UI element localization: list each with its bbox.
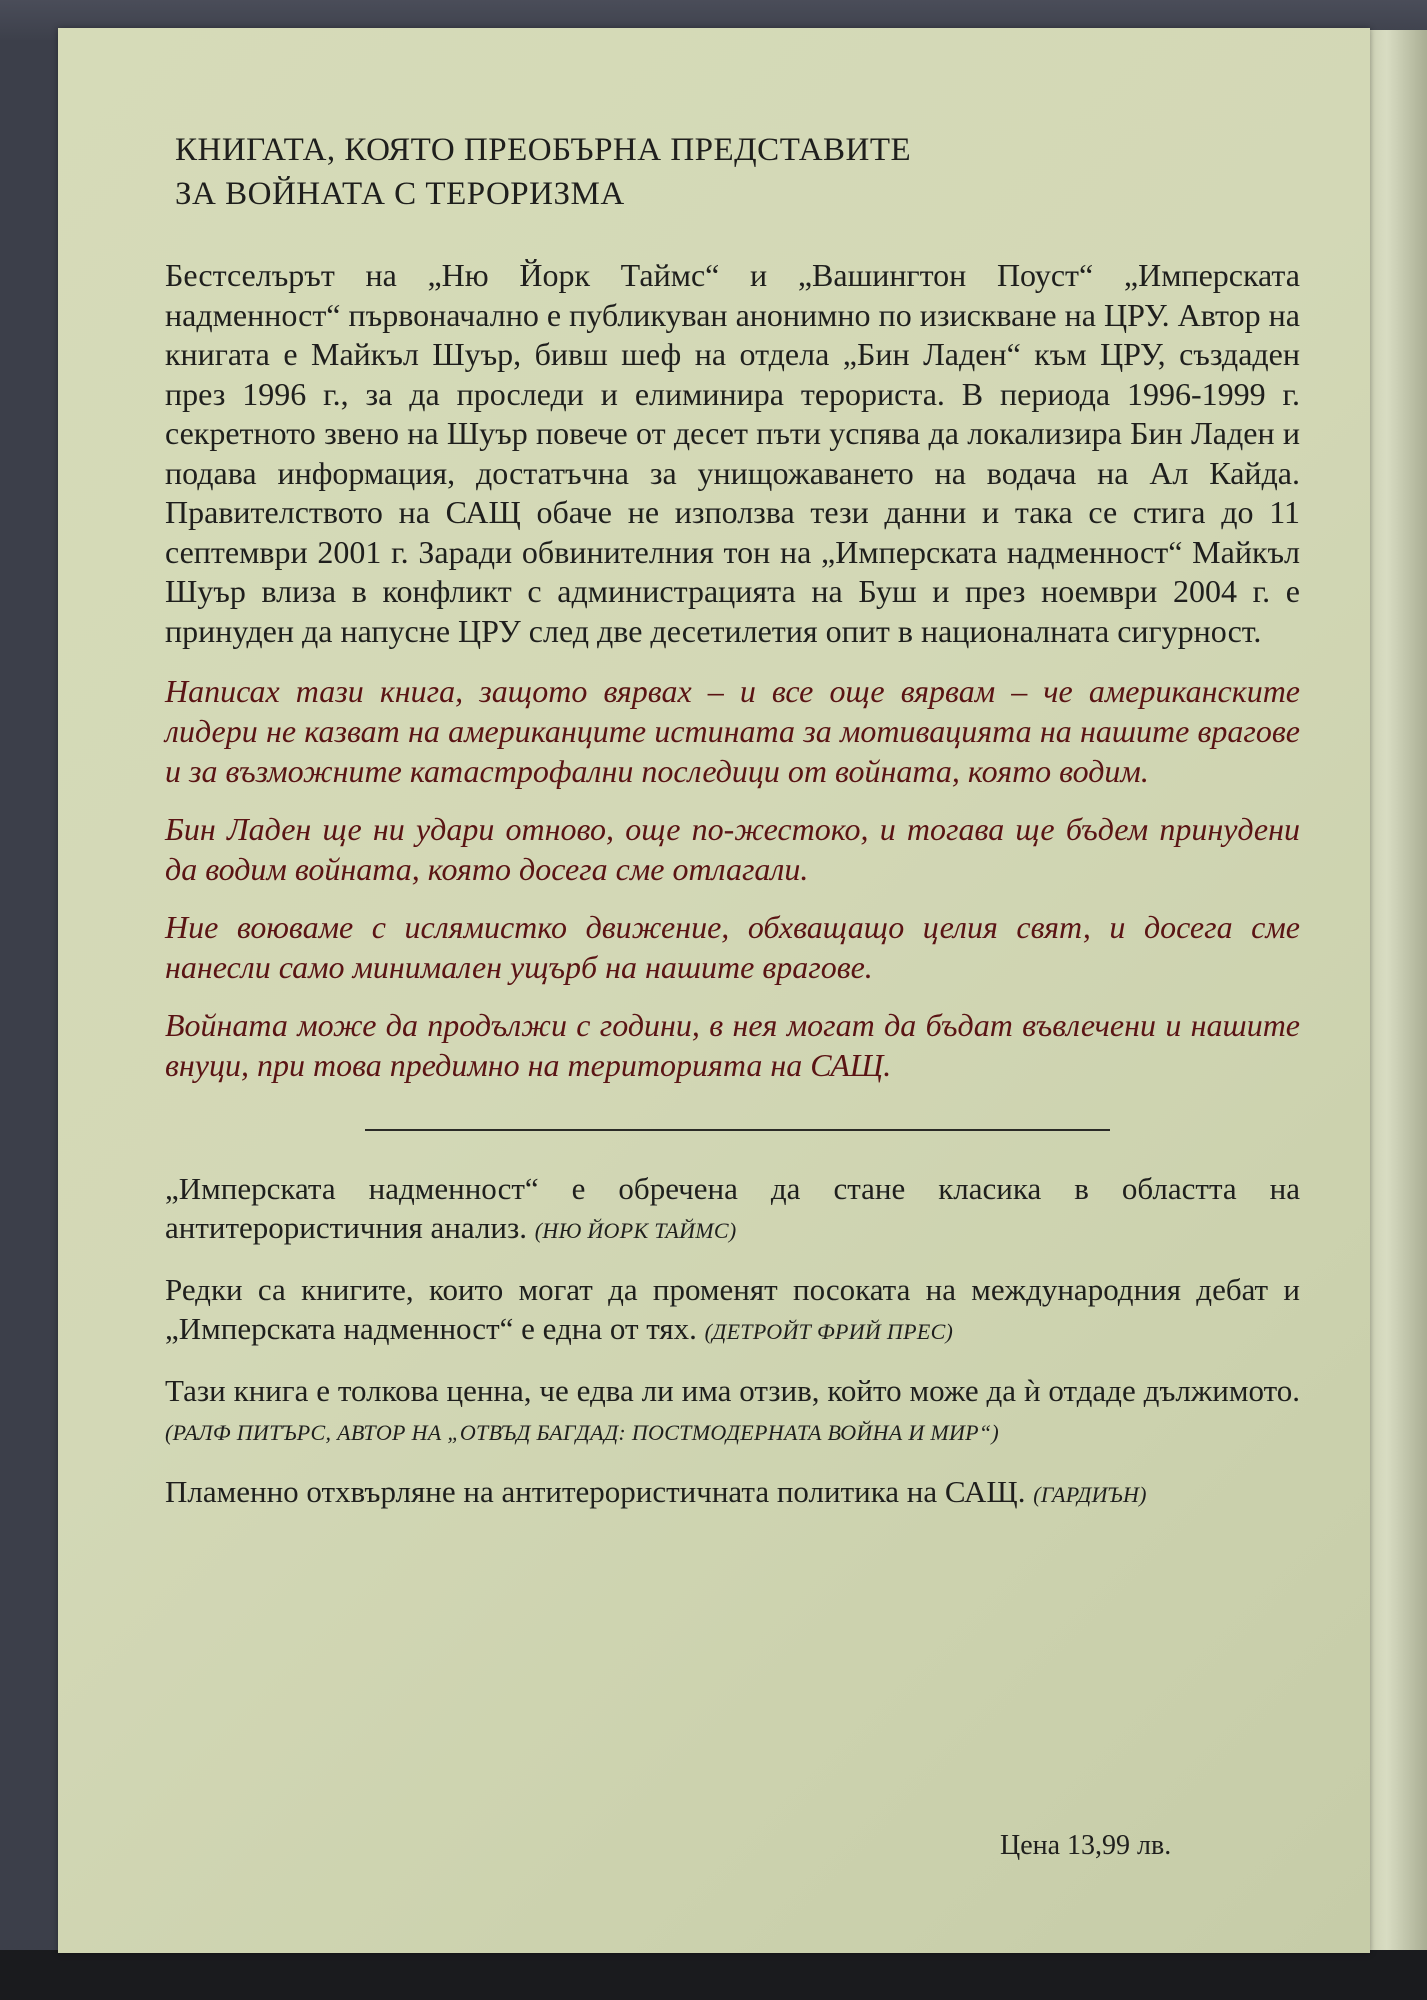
headline <box>175 128 1075 216</box>
background-bottom <box>0 1950 1427 2000</box>
review-3 <box>165 1371 1300 1452</box>
headline-line-1: КНИГАТА, КОЯТО ПРЕОБЪРНА ПРЕДСТАВИТЕ <box>175 132 912 168</box>
review-4 <box>165 1472 1300 1514</box>
book-spine <box>1360 30 1427 1960</box>
blurb-paragraph: Бестселърът на „Ню Йорк Таймс“ и „Вашингтон Поуст“ „Имперската надменност“ първоначално е публикуван анонимно по изискване на ЦРУ. Автор на книгата е Майкъл Шуър, бивш шеф на отдела „Бин Ладен“ към ЦРУ, създаден през 1996 г., за да проследи и елиминира терориста. В периода 1996-1999 г. секретното звено на Шуър повече от десет пъти успява да локализира Бин Ладен и подава информация, достатъчна за унищожаването на водача на Ал Кайда. Правителството на САЩ обаче не използва тези данни и така се стига до 11 септември 2001 г. Заради обвинителния тон на „Имперската надменност“ Майкъл Шуър влиза в конфликт с администрацията на Буш и през ноември 2004 г. е принуден да напусне ЦРУ след две десетилетия опит в националната сигурност. <box>165 257 1300 649</box>
divider-line <box>365 1129 1110 1131</box>
review-source: (РАЛФ ПИТЪРС, АВТОР НА „ОТВЪД БАГДАД: ПОСТМОДЕРНАТА ВОЙНА И МИР“) <box>165 1420 1000 1445</box>
cover-content <box>165 128 1300 1534</box>
author-quote-3: Ние воюваме с ислямистко движение, обхващащо целия свят, и досега сме нанесли само минимален ущърб на нашите врагове. <box>165 909 1300 985</box>
author-quote-2: Бин Ладен ще ни удари отново, още по-жестоко, и тогава ще бъдем принудени да водим войната, която досега сме отлагали. <box>165 811 1300 887</box>
author-quote-4: Войната може да продължи с години, в нея могат да бъдат въвлечени и нашите внуци, при това предимно на територията на САЩ. <box>165 1007 1300 1083</box>
review-source: (ГАРДИЪН) <box>1033 1482 1147 1507</box>
review-source: (НЮ ЙОРК ТАЙМС) <box>534 1218 737 1243</box>
review-2 <box>165 1270 1300 1351</box>
review-1 <box>165 1169 1300 1250</box>
author-quote-1: Написах тази книга, защото вярвах – и все още вярвам – че американските лидери не казват на американците истината за мотивацията на нашите врагове и за възможните катастрофални последици от войната, която водим. <box>165 673 1300 789</box>
review-text: Пламенно отхвърляне на антитерористичната политика на САЩ. <box>165 1474 1026 1509</box>
review-source: (ДЕТРОЙТ ФРИЙ ПРЕС) <box>704 1319 954 1344</box>
headline-line-2: ЗА ВОЙНАТА С ТЕРОРИЗМА <box>175 176 625 212</box>
price-label: Цена 13,99 лв. <box>1000 1830 1172 1861</box>
review-text: Редки са книгите, които могат да променят посоката на международния дебат и „Имперската надменност“ е една от тях. <box>165 1272 1300 1346</box>
review-text: Тази книга е толкова ценна, че едва ли има отзив, който може да ѝ отдаде дължимото. <box>165 1373 1300 1408</box>
review-text: „Имперската надменност“ е обречена да стане класика в областта на антитерористичния анализ. <box>165 1171 1300 1245</box>
